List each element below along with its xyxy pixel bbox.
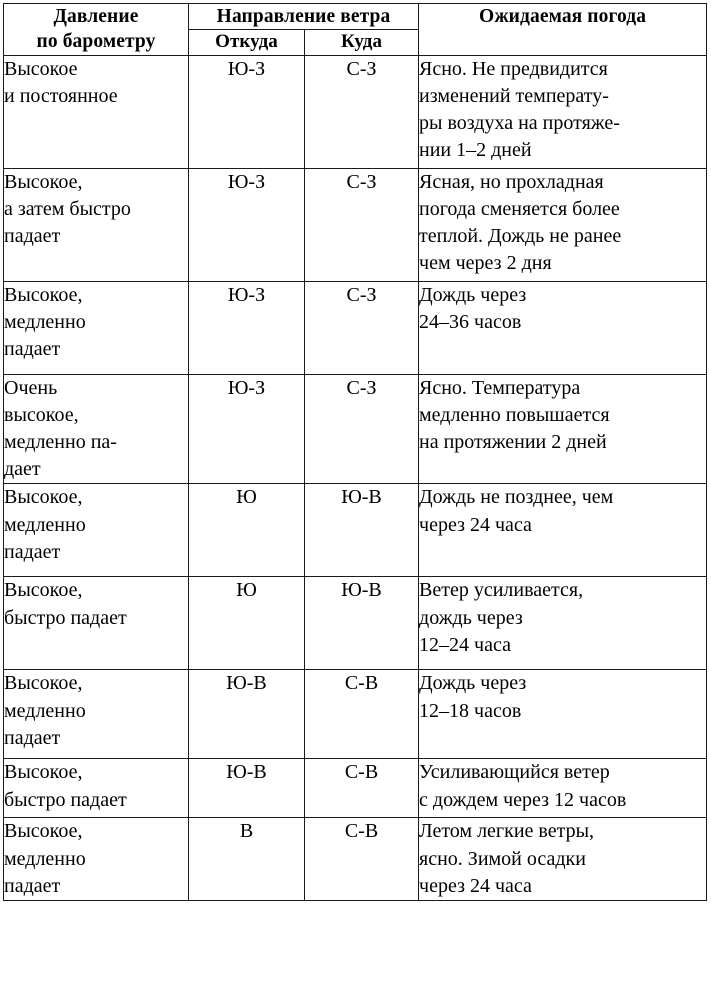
cell-pressure bbox=[4, 759, 189, 818]
cell-wind-to: С-З bbox=[305, 56, 419, 169]
text-line: падает bbox=[4, 540, 61, 563]
cell-expected-weather bbox=[419, 375, 707, 484]
cell-wind-from: Ю-З bbox=[189, 56, 305, 169]
text-line: теплой. Дождь не ранее bbox=[419, 225, 622, 248]
cell-wind-to: С-В bbox=[305, 818, 419, 900]
text-line: 12–18 часов bbox=[419, 699, 522, 722]
cell-wind-to: С-В bbox=[305, 670, 419, 759]
table-row bbox=[4, 670, 707, 759]
text-line: Высокое, bbox=[4, 579, 83, 602]
text-line: быстро падает bbox=[4, 788, 127, 811]
text-line: и постоянное bbox=[4, 85, 118, 108]
cell-wind-to: Ю-В bbox=[305, 484, 419, 577]
column-header-pressure-line1: Давление bbox=[53, 6, 139, 27]
text-line: высокое, bbox=[4, 404, 79, 427]
text-line: с дождем через 12 часов bbox=[419, 788, 627, 811]
text-line: медленно bbox=[4, 847, 86, 870]
text-line: падает bbox=[4, 225, 61, 248]
text-line: 12–24 часа bbox=[419, 633, 511, 656]
cell-wind-to: Ю-В bbox=[305, 577, 419, 670]
text-line: Ясно. Не предвидится bbox=[419, 58, 608, 81]
column-header-wind-from: Откуда bbox=[189, 30, 305, 56]
text-line: медленно bbox=[4, 311, 86, 334]
cell-wind-to: С-З bbox=[305, 169, 419, 282]
cell-wind-from: Ю bbox=[189, 484, 305, 577]
cell-pressure bbox=[4, 818, 189, 900]
text-line: Высокое, bbox=[4, 284, 83, 307]
text-line: Летом легкие ветры, bbox=[419, 820, 595, 843]
text-line: медленно bbox=[4, 699, 86, 722]
text-line: дождь через bbox=[419, 606, 523, 629]
text-line: ясно. Зимой осадки bbox=[419, 847, 586, 870]
cell-expected-weather bbox=[419, 818, 707, 900]
cell-pressure bbox=[4, 577, 189, 670]
cell-wind-from: Ю-В bbox=[189, 759, 305, 818]
cell-wind-from: Ю bbox=[189, 577, 305, 670]
cell-expected-weather bbox=[419, 484, 707, 577]
column-header-expected-weather: Ожидаемая погода bbox=[419, 4, 707, 56]
text-line: Дождь через bbox=[419, 284, 527, 307]
cell-wind-from: Ю-В bbox=[189, 670, 305, 759]
cell-wind-from: Ю-З bbox=[189, 282, 305, 375]
table-row bbox=[4, 818, 707, 900]
table-row bbox=[4, 169, 707, 282]
cell-wind-to: С-З bbox=[305, 282, 419, 375]
cell-expected-weather bbox=[419, 759, 707, 818]
text-line: падает bbox=[4, 874, 61, 897]
cell-pressure bbox=[4, 282, 189, 375]
text-line: Ясно. Температура bbox=[419, 377, 581, 400]
column-header-wind-to: Куда bbox=[305, 30, 419, 56]
text-line: погода сменяется более bbox=[419, 198, 620, 221]
table-row bbox=[4, 759, 707, 818]
table-row bbox=[4, 375, 707, 484]
text-line: Высокое bbox=[4, 58, 78, 81]
cell-expected-weather bbox=[419, 670, 707, 759]
cell-expected-weather bbox=[419, 282, 707, 375]
text-line: Очень bbox=[4, 377, 58, 400]
text-line: Ясная, но прохладная bbox=[419, 171, 604, 194]
text-line: чем через 2 дня bbox=[419, 252, 552, 275]
text-line: Высокое, bbox=[4, 761, 83, 784]
text-line: дает bbox=[4, 458, 41, 481]
table-header bbox=[4, 4, 707, 56]
table-row bbox=[4, 56, 707, 169]
text-line: медленно па- bbox=[4, 431, 117, 454]
text-line: через 24 часа bbox=[419, 513, 532, 536]
text-line: Дождь не позднее, чем bbox=[419, 486, 614, 509]
text-line: Усиливающийся ветер bbox=[419, 761, 610, 784]
cell-wind-from: Ю-З bbox=[189, 375, 305, 484]
text-line: падает bbox=[4, 338, 61, 361]
cell-pressure bbox=[4, 375, 189, 484]
text-line: изменений температу- bbox=[419, 85, 609, 108]
text-line: Высокое, bbox=[4, 171, 83, 194]
text-line: Высокое, bbox=[4, 672, 83, 695]
header-row-primary bbox=[4, 4, 707, 30]
cell-wind-to: С-В bbox=[305, 759, 419, 818]
table-row bbox=[4, 282, 707, 375]
text-line: медленно повышается bbox=[419, 404, 610, 427]
cell-pressure bbox=[4, 484, 189, 577]
column-header-pressure-line2: по барометру bbox=[36, 31, 156, 53]
text-line: нии 1–2 дней bbox=[419, 139, 532, 162]
cell-wind-to: С-З bbox=[305, 375, 419, 484]
cell-expected-weather bbox=[419, 56, 707, 169]
table-body bbox=[4, 56, 707, 901]
text-line: через 24 часа bbox=[419, 874, 532, 897]
cell-expected-weather bbox=[419, 577, 707, 670]
text-line: падает bbox=[4, 726, 61, 749]
column-header-pressure bbox=[4, 4, 189, 56]
text-line: Ветер усиливается, bbox=[419, 579, 584, 602]
text-line: ры воздуха на протяже- bbox=[419, 112, 620, 135]
column-header-wind-direction: Направление ветра bbox=[189, 4, 419, 30]
cell-wind-from: В bbox=[189, 818, 305, 900]
text-line: а затем быстро bbox=[4, 198, 131, 221]
text-line: на протяжении 2 дней bbox=[419, 431, 607, 454]
cell-pressure bbox=[4, 56, 189, 169]
cell-wind-from: Ю-З bbox=[189, 169, 305, 282]
table-row bbox=[4, 484, 707, 577]
cell-expected-weather bbox=[419, 169, 707, 282]
text-line: медленно bbox=[4, 513, 86, 536]
text-line: Высокое, bbox=[4, 486, 83, 509]
text-line: 24–36 часов bbox=[419, 311, 522, 334]
cell-pressure bbox=[4, 169, 189, 282]
text-line: Дождь через bbox=[419, 672, 527, 695]
text-line: Высокое, bbox=[4, 820, 83, 843]
text-line: быстро падает bbox=[4, 606, 127, 629]
table-row bbox=[4, 577, 707, 670]
weather-forecast-table bbox=[3, 3, 707, 901]
cell-pressure bbox=[4, 670, 189, 759]
